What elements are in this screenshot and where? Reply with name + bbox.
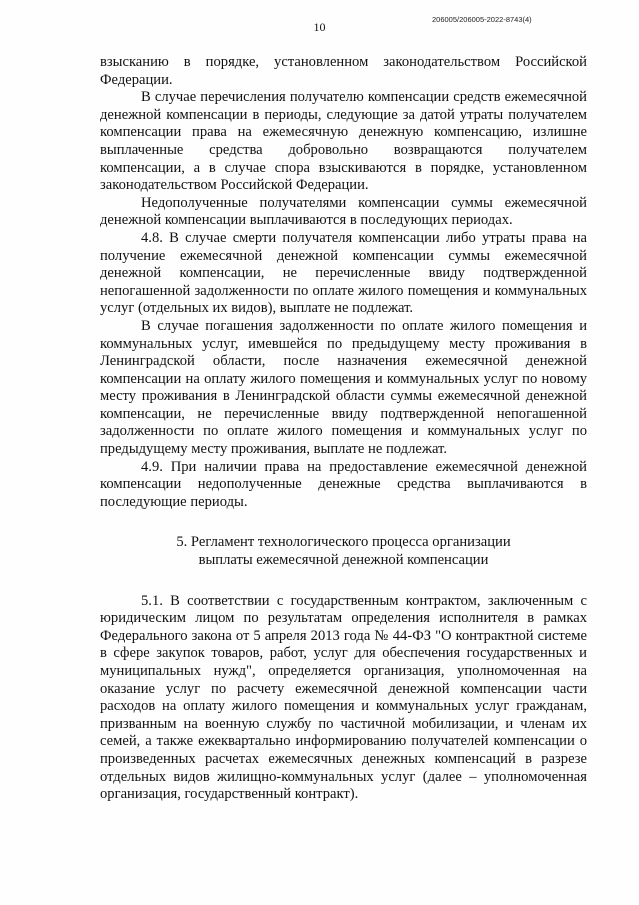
paragraph-5-1: 5.1. В соответствии с государственным контрактом, заключенным с юридическим лицом по результатам определения исполнителя в рамках Федерального закона от 5 апреля 2013 года № 44-ФЗ "О контрактной системе в сфере закупок товаров, работ, услуг для обеспечения государственных и муниципальных нужд", определяется организация, уполномоченная на оказание услуг по расчету ежемесячной денежной компенсации части расходов на оплату жилого помещения и коммунальных услуг гражданам, призванным на военную службу по частичной мобилизации, и членам их семей, а также ежеквартально информированию получателей компенсации о произведенных расчетах ежемесячных денежных компенсаций в разрезе отдельных видов жилищно-коммунальных услуг (далее – уполномоченная организация, государственный контракт). [100,592,587,803]
paragraph-underpaid: Недополученные получателями компенсации суммы ежемесячной денежной компенсации выплачиваются в последующих периодах. [100,194,587,229]
paragraph-4-9: 4.9. При наличии права на предоставление ежемесячной денежной компенсации недополученные денежные средства выплачиваются в последующие периоды. [100,458,587,510]
paragraph-debt-repayment: В случае погашения задолженности по оплате жилого помещения и коммунальных услуг, имевшейся по предыдущему месту проживания в Ленинградской области, после назначения ежемесячной денежной компенсации на оплату жилого помещения и коммунальных услуг по новому месту проживания в Ленинградской области суммы ежемесячной денежной компенсации, не перечисленные ввиду подтвержденной непогашенной задолженности по оплате жилого помещения и коммунальных услуг по предыдущему месту проживания, выплате не подлежат. [100,317,587,458]
document-body [100,54,587,804]
paragraph-continuation: взысканию в порядке, установленном законодательством Российской Федерации. [100,54,587,88]
paragraph-4-8: 4.8. В случае смерти получателя компенсации либо утраты права на получение ежемесячной денежной компенсации суммы ежемесячной денежной компенсации, не перечисленные ввиду подтвержденной непогашенной задолженности по оплате жилого помещения и коммунальных услуг (отдельных их видов), выплате не подлежат. [100,229,587,317]
section-heading-line-2: выплаты ежемесячной денежной компенсации [198,552,489,569]
section-heading-line-1: 5. Регламент технологического процесса организации [176,534,511,551]
page-number: 10 [313,20,326,34]
document-id: 206005/206005-2022-8743(4) [432,15,532,24]
section-heading [100,534,587,569]
paragraph-refund: В случае перечисления получателю компенсации средств ежемесячной денежной компенсации в периоды, следующие за датой утраты получателем компенсации права на ежемесячную денежную компенсацию, излишне выплаченные средства добровольно возвращаются получателем компенсации, а в случае спора взыскиваются в порядке, установленном законодательством Российской Федерации. [100,89,587,194]
